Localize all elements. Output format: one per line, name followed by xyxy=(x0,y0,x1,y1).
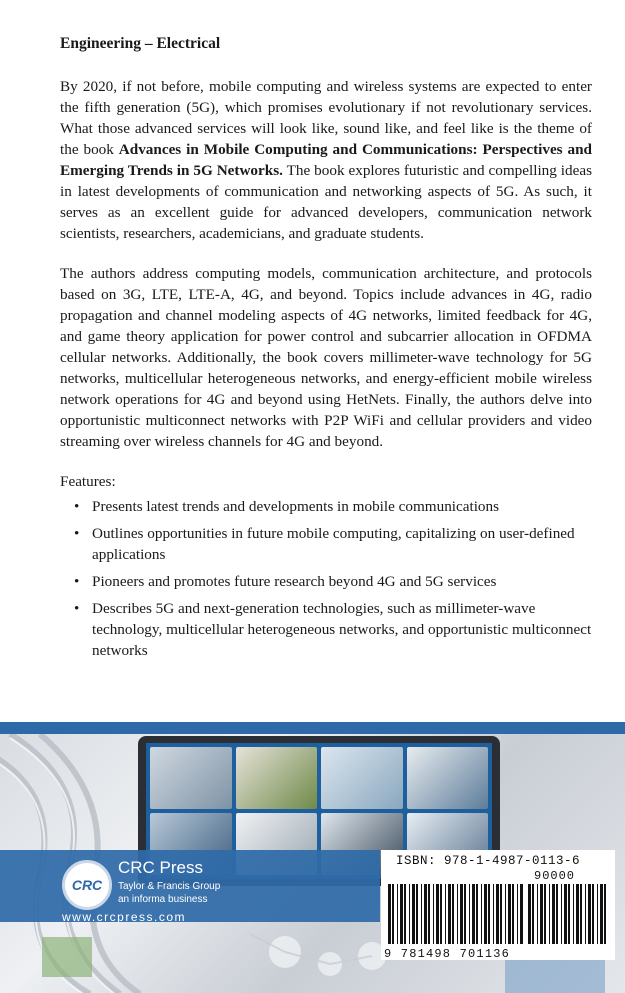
isbn-label: ISBN: 978-1-4987-0113-6 xyxy=(396,854,581,868)
barcode-bar xyxy=(528,884,531,944)
barcode-bar xyxy=(564,884,567,944)
cover-illustration xyxy=(0,734,625,993)
barcode-bar xyxy=(448,884,451,944)
barcode-bar xyxy=(520,884,523,944)
barcode-bar xyxy=(496,884,499,944)
barcode-bar xyxy=(400,884,403,944)
barcode-bar xyxy=(436,884,439,944)
publisher-name: CRC Press xyxy=(118,858,204,877)
feature-text: Presents latest trends and developments in mobile communications xyxy=(92,498,500,515)
logo-text: CRC xyxy=(71,877,103,893)
crc-logo-icon xyxy=(62,860,112,910)
features-list xyxy=(60,496,592,661)
barcode-bar xyxy=(397,884,398,944)
barcode-bar xyxy=(404,884,406,944)
feature-item xyxy=(60,571,592,592)
screen-tile xyxy=(321,747,403,809)
barcode-bar xyxy=(457,884,458,944)
barcode-bar xyxy=(481,884,482,944)
barcode-bar xyxy=(561,884,562,944)
intro-text-start: By 2020, if not before, mobile computing and wireless systems are expected to enter the fifth generation (5G), which promises evolutionary if not revolutionary services. What those advanced services will look like, sound like, and feel like is the theme of the book xyxy=(60,78,592,158)
barcode-bar xyxy=(428,884,430,944)
barcode-bar xyxy=(517,884,518,944)
feature-text: Outlines opportunities in future mobile computing, capitalizing on user-defined applications xyxy=(92,525,575,563)
barcode-bar xyxy=(508,884,511,944)
book-title: Advances in Mobile Computing and Communications: Perspectives and Emerging Trends in 5G Networks. xyxy=(60,141,592,179)
barcode-bar xyxy=(540,884,543,944)
barcode-bar xyxy=(433,884,434,944)
barcode-bar xyxy=(488,884,490,944)
bullet-icon: • xyxy=(74,600,80,617)
barcode-bar xyxy=(604,884,606,944)
barcode-addon-icon xyxy=(528,884,608,946)
barcode-bar xyxy=(556,884,558,944)
intro-text-end: The book explores futuristic and compelling ideas in latest developments of communication and networking aspects of 5G. As such, it serves as an excellent guide for advanced developers, communication network scientists, researchers, academicians, and graduate students. xyxy=(60,162,592,242)
barcode-bar xyxy=(592,884,594,944)
feature-item xyxy=(60,496,592,517)
barcode-bar xyxy=(392,884,394,944)
barcode-bar xyxy=(532,884,534,944)
barcode-bar xyxy=(576,884,579,944)
price-code: 90000 xyxy=(534,869,576,883)
barcode-bar xyxy=(597,884,598,944)
category-label: Engineering – Electrical xyxy=(60,35,221,52)
bullet-icon: • xyxy=(74,525,80,542)
barcode-bar xyxy=(537,884,538,944)
barcode-digits: 9 781498 701136 xyxy=(384,947,511,961)
barcode-bar xyxy=(445,884,446,944)
barcode-bar xyxy=(568,884,570,944)
barcode-bar xyxy=(472,884,475,944)
barcode-bar xyxy=(469,884,470,944)
barcode-bar xyxy=(464,884,466,944)
barcode-icon xyxy=(388,884,526,946)
publisher-url: www.crcpress.com xyxy=(62,910,187,924)
publisher-group: Taylor & Francis Group xyxy=(118,881,221,892)
barcode-bar xyxy=(484,884,487,944)
barcode-bar xyxy=(440,884,442,944)
barcode-bar xyxy=(421,884,422,944)
barcode-bar xyxy=(416,884,418,944)
barcode-bar xyxy=(452,884,454,944)
barcode-bar xyxy=(600,884,603,944)
features-heading: Features: xyxy=(60,473,116,490)
barcode-bar xyxy=(580,884,582,944)
feature-item xyxy=(60,598,592,661)
barcode-bar xyxy=(512,884,514,944)
barcode-bar xyxy=(460,884,463,944)
topics-paragraph: The authors address computing models, communication architecture, and protocols based on 3G, LTE, LTE-A, 4G, and beyond. Topics include advances in 4G, radio propagation and channel modeling aspects of 4G networks, limited feedback for 4G, and game theory application for power control and subcarrier allocation in OFDMA cellular networks. Additionally, the book covers millimeter-wave technology for 5G networks, multicellular heterogeneous networks, and energy-efficient mobile wireless network operations for 4G and beyond using HetNets. Finally, the authors delve into opportunistic multiconnect networks with P2P WiFi and cellular providers and video streaming over wireless channels for 4G and beyond. xyxy=(60,265,592,450)
feature-text: Pioneers and promotes future research beyond 4G and 5G services xyxy=(92,573,497,590)
divider-band xyxy=(0,722,625,734)
barcode-bar xyxy=(409,884,410,944)
barcode-bar xyxy=(412,884,415,944)
publisher-tagline: an informa business xyxy=(118,894,208,905)
barcode-bar xyxy=(573,884,574,944)
feature-item xyxy=(60,523,592,565)
barcode-bar xyxy=(552,884,555,944)
barcode-bar xyxy=(476,884,478,944)
screen-tile xyxy=(150,747,232,809)
back-cover-text xyxy=(60,34,592,667)
screen-tile xyxy=(407,747,489,809)
barcode-bar xyxy=(549,884,550,944)
barcode-bar xyxy=(388,884,391,944)
barcode-bar xyxy=(544,884,546,944)
barcode-bar xyxy=(424,884,427,944)
bullet-icon: • xyxy=(74,573,80,590)
barcode-bar xyxy=(500,884,502,944)
bullet-icon: • xyxy=(74,498,80,515)
intro-paragraph xyxy=(60,76,592,244)
feature-text: Describes 5G and next-generation technologies, such as millimeter-wave technology, multicellular heterogeneous networks, and opportunistic multiconnect networks xyxy=(92,600,592,659)
barcode-bar xyxy=(588,884,591,944)
screen-tile xyxy=(236,747,318,809)
barcode-bar xyxy=(493,884,494,944)
publisher-subtitle xyxy=(118,880,220,906)
barcode-bar xyxy=(585,884,586,944)
barcode-bar xyxy=(505,884,506,944)
